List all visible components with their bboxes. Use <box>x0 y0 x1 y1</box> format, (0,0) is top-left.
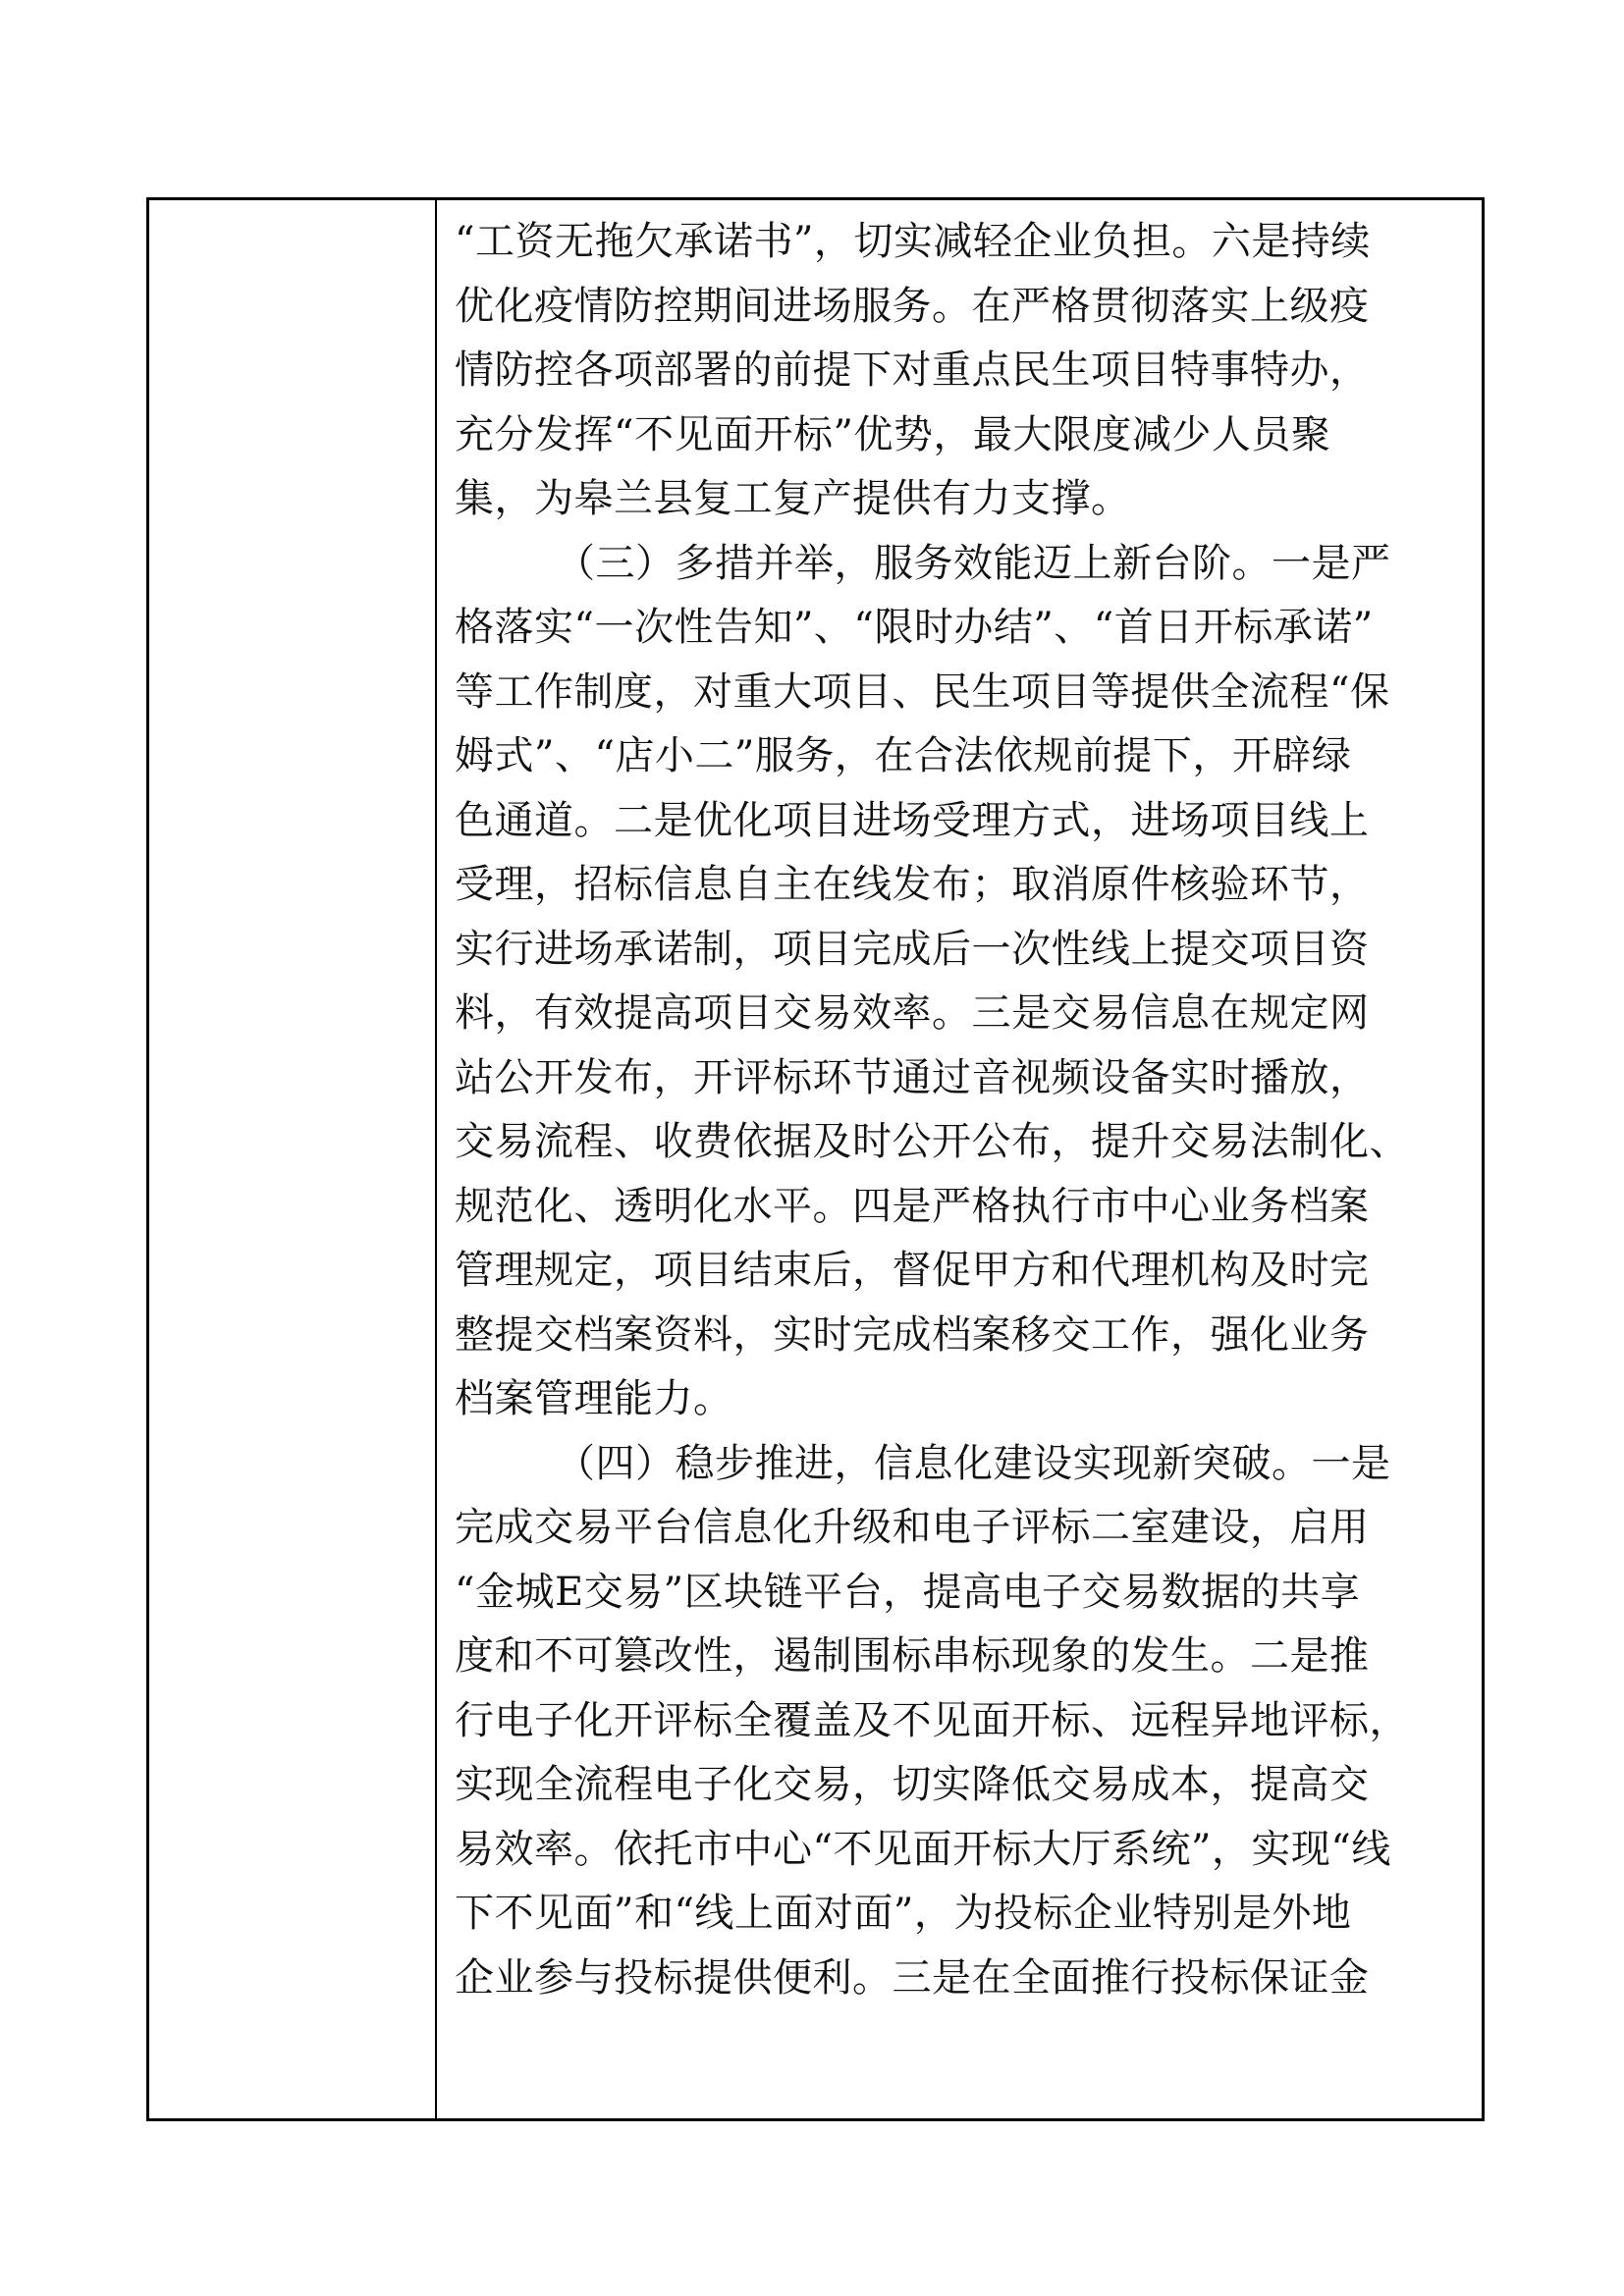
text-line: “金城E交易”区块链平台，提高电子交易数据的共享 <box>455 1569 1361 1615</box>
text-line: 集，为皋兰县复工复产提供有力支撑。 <box>455 476 1131 521</box>
text-line: 优化疫情防控期间进场服务。在严格贯彻落实上级疫 <box>455 283 1370 329</box>
text-line: 充分发挥“不见面开标”优势，最大限度减少人员聚 <box>455 411 1331 457</box>
text-line: 档案管理能力。 <box>455 1376 733 1421</box>
text-line: 格落实“一次性告知”、“限时办结”、“首日开标承诺” <box>455 605 1374 650</box>
text-line: 整提交档案资料，实时完成档案移交工作，强化业务 <box>455 1311 1370 1358</box>
text-line: 色通道。二是优化项目进场受理方式，进场项目线上 <box>455 797 1370 843</box>
section-heading-line: （四）稳步推进，信息化建设实现新突破。一是 <box>556 1440 1391 1486</box>
text-line: 料，有效提高项目交易效率。三是交易信息在规定网 <box>455 990 1370 1036</box>
text-line: 易效率。依托市中心“不见面开标大厅系统”，实现“线 <box>455 1826 1391 1872</box>
text-line: 规范化、透明化水平。四是严格执行市中心业务档案 <box>455 1183 1370 1229</box>
text-line: 实行进场承诺制，项目完成后一次性线上提交项目资 <box>455 926 1370 972</box>
table-content-cell <box>439 200 1482 2118</box>
text-line: 交易流程、收费依据及时公开公布，提升交易法制化、 <box>455 1119 1409 1164</box>
text-line: 姆式”、“店小二”服务，在合法依规前提下，开辟绿 <box>455 733 1352 778</box>
text-line: 实现全流程电子化交易，切实降低交易成本，提高交 <box>455 1762 1370 1807</box>
text-line: 等工作制度，对重大项目、民生项目等提供全流程“保 <box>455 668 1390 715</box>
text-line: 行电子化开评标全覆盖及不见面开标、远程异地评标， <box>455 1697 1409 1743</box>
text-line: “工资无拖欠承诺书”，切实减轻企业负担。六是持续 <box>455 219 1371 264</box>
document-table <box>146 197 1485 2121</box>
text-line: 下不见面”和“线上面对面”，为投标企业特别是外地 <box>455 1891 1352 1936</box>
section-heading-line: （三）多措并举，服务效能迈上新台阶。一是严 <box>556 540 1391 586</box>
text-line: 情防控各项部署的前提下对重点民生项目特事特办， <box>455 347 1370 393</box>
text-line: 企业参与投标提供便利。三是在全面推行投标保证金 <box>455 1954 1370 2001</box>
table-left-column <box>149 200 437 2118</box>
text-line: 管理规定，项目结束后，督促甲方和代理机构及时完 <box>455 1248 1370 1293</box>
text-line: 度和不可篡改性，遏制围标串标现象的发生。二是推 <box>455 1633 1370 1679</box>
text-line: 受理，招标信息自主在线发布；取消原件核验环节， <box>455 862 1370 907</box>
text-line: 站公开发布，开评标环节通过音视频设备实时播放， <box>455 1054 1370 1100</box>
text-line: 完成交易平台信息化升级和电子评标二室建设，启用 <box>455 1505 1370 1550</box>
